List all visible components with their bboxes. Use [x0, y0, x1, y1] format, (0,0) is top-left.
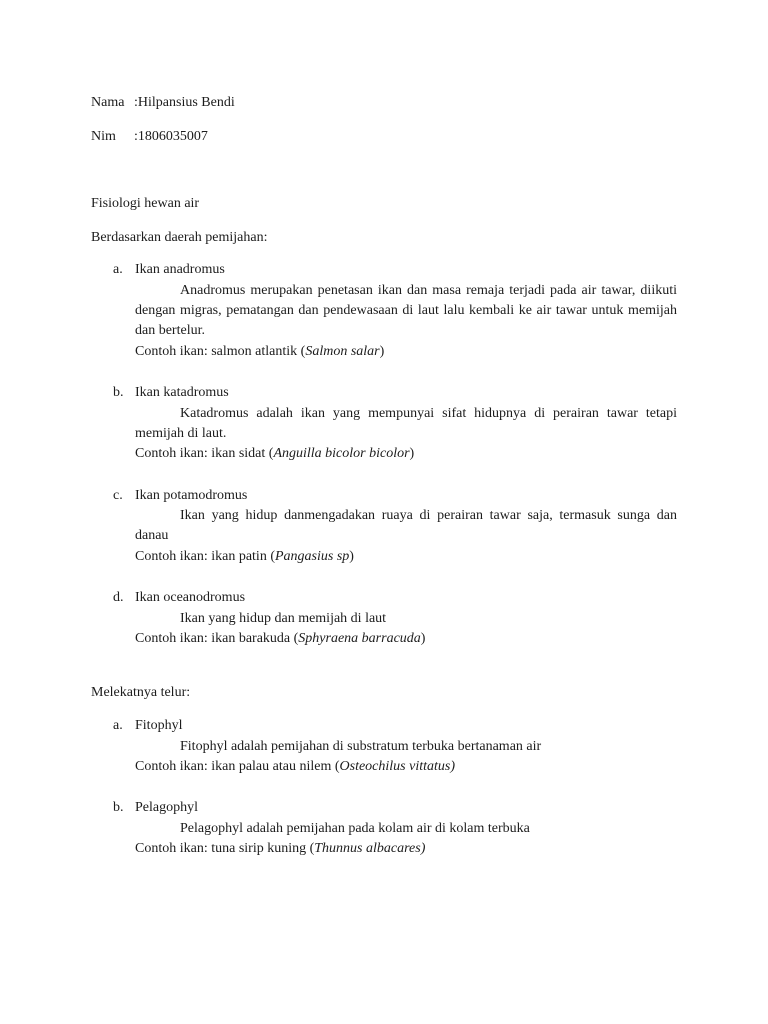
- list-marker: b.: [113, 800, 124, 815]
- list-marker: b.: [113, 385, 124, 400]
- list-marker: d.: [113, 590, 124, 605]
- list-item-description: Anadromus merupakan penetasan ikan dan masa remaja terjadi pada air tawar, diikuti dengan migras, pematangan dan pendewasaan di laut lalu kembali ke air tawar untuk memijah dan bertelur.: [135, 283, 677, 338]
- list-item-title: Pelagophyl: [135, 800, 198, 815]
- section2-heading: Melekatnya telur:: [91, 685, 191, 700]
- list-item-example: Contoh ikan: tuna sirip kuning (Thunnus albacares): [135, 841, 426, 856]
- list-item-example: Contoh ikan: ikan palau atau nilem (Osteochilus vittatus): [135, 759, 456, 774]
- list-item-title: Ikan katadromus: [135, 385, 229, 400]
- nim-label: Nim: [91, 129, 116, 144]
- list-item-description: Fitophyl adalah pemijahan di substratum terbuka bertanaman air: [180, 739, 542, 754]
- scientific-name: Anguilla bicolor bicolor: [273, 446, 410, 461]
- list-item-description: Ikan yang hidup danmengadakan ruaya di perairan tawar saja, termasuk sunga dan danau: [135, 508, 677, 543]
- nim-value: :1806035007: [134, 129, 208, 144]
- list-item-example: Contoh ikan: ikan patin (Pangasius sp): [135, 549, 354, 564]
- section1-heading: Berdasarkan daerah pemijahan:: [91, 230, 268, 245]
- list-item-title: Ikan potamodromus: [135, 488, 248, 503]
- list-marker: a.: [113, 262, 123, 277]
- scientific-name: Thunnus albacares): [314, 841, 426, 856]
- scientific-name: Pangasius sp: [274, 549, 350, 564]
- list-marker: c.: [113, 488, 123, 503]
- list-marker: a.: [113, 718, 123, 733]
- list-item-title: Ikan anadromus: [135, 262, 225, 277]
- list-item-example: Contoh ikan: ikan barakuda (Sphyraena barracuda): [135, 631, 426, 646]
- doc-title: Fisiologi hewan air: [91, 196, 200, 211]
- scientific-name: Sphyraena barracuda: [298, 631, 421, 646]
- list-item-example: Contoh ikan: salmon atlantik (Salmon salar): [135, 344, 385, 359]
- name-value: :Hilpansius Bendi: [134, 95, 235, 110]
- list-item-title: Fitophyl: [135, 718, 183, 733]
- scientific-name: Salmon salar: [305, 344, 380, 359]
- list-item-description: Ikan yang hidup dan memijah di laut: [180, 611, 387, 626]
- list-item-description: Katadromus adalah ikan yang mempunyai sifat hidupnya di perairan tawar tetapi memijah di laut.: [135, 406, 677, 441]
- list-item-title: Ikan oceanodromus: [135, 590, 246, 605]
- scientific-name: Osteochilus vittatus): [339, 759, 456, 774]
- list-item-description: Pelagophyl adalah pemijahan pada kolam air di kolam terbuka: [180, 821, 530, 836]
- list-item-example: Contoh ikan: ikan sidat (Anguilla bicolor bicolor): [135, 446, 415, 461]
- name-label: Nama: [91, 95, 125, 110]
